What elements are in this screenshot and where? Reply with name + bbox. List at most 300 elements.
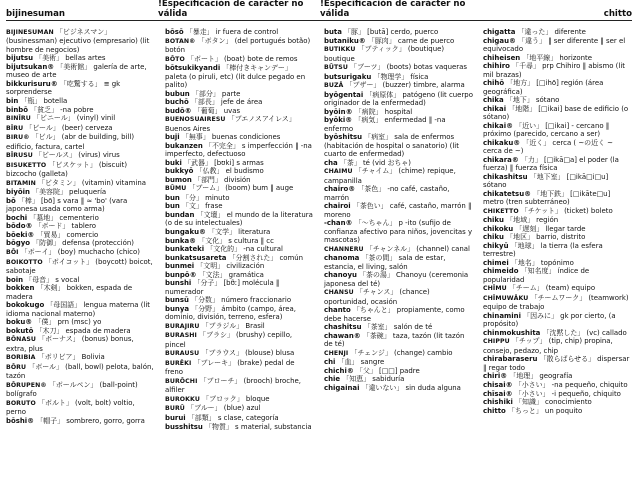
entry-definition: 「病院」 hospital (352, 107, 413, 116)
entry-headword: BURAJIRU (165, 322, 200, 330)
entry-headword: bunshi (165, 279, 192, 288)
dictionary-entry (165, 159, 314, 167)
entry-definition: 「貿易」 comercio (34, 230, 99, 239)
dictionary-entry (6, 63, 155, 80)
entry-headword: bun (165, 202, 180, 211)
entry-headword: busshitsu (165, 422, 203, 431)
entry-headword: -chan® (324, 219, 353, 228)
dictionary-entry (324, 254, 473, 271)
entry-headword: chihō (483, 79, 505, 88)
entry-definition: 「美術」 bellas artes (33, 54, 106, 63)
entry-headword: CHIPPU (483, 338, 510, 346)
dictionary-entry (6, 197, 155, 214)
entry-definition: 「地理」 geografía (507, 372, 573, 381)
dictionary-entry (165, 142, 314, 159)
entry-definition: 「部長」 jefe de área (188, 98, 263, 107)
dictionary-entry (324, 133, 473, 158)
entry-definition: 「文壇」 el mundo de la literatura (o de su intelectuales) (165, 211, 313, 228)
entry-headword: bijutsu (6, 54, 34, 63)
dictionary-entry (483, 139, 632, 156)
entry-headword: bunmei (165, 262, 195, 271)
entry-headword: butsurigaku (324, 72, 372, 81)
entry-definition: 「地区」 barrio, distrito (503, 233, 586, 242)
dictionary-entry (483, 337, 632, 355)
entry-headword: chikoku (483, 224, 514, 233)
entry-headword: biyōin (6, 188, 30, 197)
entry-definition: 「吃驚する」 ≡ gk sorprenderse (6, 80, 121, 97)
dictionary-entry (483, 216, 632, 224)
entry-definition: 「帽子」 sombrero, gorro, gorra (34, 416, 145, 425)
dictionary-entry (6, 151, 155, 160)
dictionary-entry (165, 279, 314, 296)
entry-headword: boku® (6, 318, 33, 327)
entry-headword: bōsō (165, 28, 184, 36)
entry-definition: 「ボールペン」 (ball-point) bolígrafo (6, 380, 138, 399)
dictionary-entry (6, 284, 155, 301)
dictionary-entry (483, 372, 632, 380)
dictionary-entry (483, 390, 632, 398)
dictionary-entry (324, 358, 473, 366)
column-1 (6, 28, 155, 431)
dictionary-entry (165, 349, 314, 358)
dictionary-entry (165, 107, 314, 115)
dictionary-entry (324, 349, 473, 358)
entry-headword: chigau® (483, 36, 516, 45)
entry-columns (6, 28, 632, 431)
entry-definition: 「茶の湯」 Chanoyu (ceremonia japonesa del té) (324, 271, 469, 288)
entry-headword: bunpō® (165, 270, 197, 279)
entry-headword: bukkyō (165, 167, 194, 176)
dictionary-entry (324, 116, 473, 133)
entry-headword: BUTIKKU (324, 46, 356, 54)
entry-definition: 「茶色い」 café, castaño, marrón ‖ moreno (324, 202, 472, 219)
entry-headword: buchō (165, 98, 189, 107)
dictionary-entry (324, 159, 473, 167)
dictionary-entry (6, 399, 155, 417)
entry-headword: chimeido (483, 267, 519, 276)
dictionary-entry (483, 105, 632, 122)
entry-headword: chi (324, 358, 336, 367)
entry-definition: 「棒付きキャンデー」 paleta (o piruli, etc) (lit dulce pegado en palito) (165, 64, 306, 89)
entry-definition: 「ビジネスマン」 (businessman) ejecutivo (empresario) (lit hombre de negocios) (6, 28, 150, 54)
entry-definition: 「ボーナス」 (bonus) bonus, extra, plus (6, 335, 134, 353)
dictionary-entry (324, 81, 473, 90)
entry-definition: 「～ちゃん」 p -ito (sufijo de confianza afectivo para niños, jovencitas y mascotas) (324, 219, 473, 245)
dictionary-entry (483, 398, 632, 406)
dictionary-entry (6, 239, 155, 247)
entry-definition: 「散らばらせる」 dispersar ‖ regar todo (483, 355, 630, 372)
dictionary-entry (324, 185, 473, 202)
entry-headword: chie (324, 375, 341, 384)
entry-headword: BUROKKU (165, 395, 200, 403)
entry-headword: chinamini (483, 311, 521, 320)
entry-headword: chikashitsu (483, 172, 528, 181)
dictionary-entry (324, 306, 473, 323)
entry-headword: buta (324, 28, 342, 36)
dictionary-entry (6, 363, 155, 381)
header-rule (6, 20, 632, 21)
entry-definition: 「チーム」 (team) equipo (506, 284, 596, 293)
entry-headword: bun (165, 193, 180, 202)
dictionary-entry (6, 301, 155, 318)
entry-headword: chihiro (483, 62, 510, 71)
entry-definition: 「ブエノスアイレス」 Buenos Aires (165, 115, 296, 133)
entry-definition: 「ボイコット」 (boycott) boicot, sabotaje (6, 257, 153, 276)
entry-definition: 「ブーム」 (boom) bum ‖ auge (186, 184, 294, 193)
entry-definition: 「ブラシ」 (brushy) cepillo, pincel (165, 331, 293, 349)
entry-definition: 「沈黙した」 (vc) callado (540, 328, 627, 337)
entry-headword: chika (483, 96, 504, 105)
entry-definition: 「知識」 conocimiento (512, 398, 592, 407)
entry-headword: BIJINESUMAN (6, 29, 54, 36)
dictionary-entry (165, 167, 314, 175)
entry-definition: 「茶色」 -no café, castaño, marrón (324, 185, 450, 202)
entry-headword: chikara® (483, 155, 519, 164)
entry-headword: bikkurisuru® (6, 80, 58, 88)
entry-definition: 「茶の間」 sala de estar, estancia, el living, salón (324, 254, 446, 271)
dictionary-entry (483, 122, 632, 139)
entry-definition: 「美容院」 peluquería (29, 188, 107, 197)
dictionary-entry (483, 267, 632, 284)
header-right-guide-word: chitto (603, 9, 632, 19)
dictionary-entry (6, 214, 155, 222)
dictionary-entry (165, 28, 314, 36)
entry-headword: BURASHI (165, 332, 197, 340)
entry-definition: 「茶」 té (vid おちゃ) (337, 158, 412, 167)
dictionary-entry (6, 258, 155, 276)
entry-headword: bōtsukikyandi (165, 64, 221, 73)
entry-headword: bubun (165, 89, 190, 98)
entry-headword: BŌTO (165, 55, 185, 63)
entry-definition: 「文明」 civilización (194, 262, 265, 271)
entry-headword: BŌRU (6, 363, 27, 371)
entry-definition: 「違いない」 sin duda alguna (359, 384, 461, 393)
entry-definition: 「ボード」 tablero (32, 222, 97, 231)
entry-definition: 「茶室」 salón de té (361, 323, 433, 332)
entry-headword: BŪTSU (324, 64, 348, 72)
entry-definition: 「木剣」 bokken, espada de madera (6, 284, 133, 301)
dictionary-entry (483, 225, 632, 233)
entry-headword: chiku (483, 216, 504, 225)
entry-definition: 「文化」 s cultura ‖ cc (196, 236, 274, 245)
entry-definition: 「ブラジル」 Brasil (199, 321, 265, 330)
entry-headword: chiri® (483, 372, 508, 381)
entry-headword: chanoyu (324, 271, 357, 280)
dictionary-entry (165, 228, 314, 236)
entry-definition: 「チームワーク」 (teamwork) equipo de trabajo (483, 293, 629, 312)
entry-definition: 「ブルー」 (blue) azul (184, 404, 261, 413)
entry-definition: 「茶碗」 taza, tazón (lit tazón de té) (324, 331, 465, 349)
entry-headword: bokokugo (6, 301, 45, 310)
entry-definition: 「文化的」 -na cultural (204, 245, 283, 254)
entry-definition: 「瓶」 botella (18, 97, 68, 105)
entry-definition: 「知恵」 sabiduría (340, 375, 405, 384)
entry-definition: 「暴走」 ir fuera de control (183, 28, 279, 36)
entry-definition: 「ブティック」 (boutique) boutique (324, 45, 445, 63)
dictionary-entry (483, 407, 632, 415)
entry-definition: 「ビタミン」 (vitamin) vitamina (35, 178, 146, 187)
entry-definition: 「豚」 [butā] cerdo, puerco (341, 28, 439, 36)
entry-definition: 「無事」 buenas condiciones (179, 133, 281, 142)
dictionary-entry (483, 28, 632, 36)
entry-definition: 「ビール」 (beer) cerveza (23, 123, 113, 132)
dictionary-entry (324, 37, 473, 45)
entry-definition: 「ブローチ」 (brooch) broche, alfiler (165, 376, 301, 395)
entry-headword: bokutō (6, 326, 34, 335)
dictionary-entry (483, 259, 632, 267)
entry-headword: chitto (483, 406, 506, 415)
dictionary-entry (324, 45, 473, 63)
entry-headword: BĪRU (6, 124, 24, 132)
dictionary-entry (165, 271, 314, 279)
dictionary-entry (324, 63, 473, 72)
entry-headword: byōgentai (324, 90, 364, 99)
entry-headword: bin (6, 97, 19, 105)
entry-definition: 「ちゃんと」 propiamente, como debe hacerse (324, 306, 465, 323)
header-warning-2: !Especificación de carácter no válida (320, 0, 466, 19)
entry-headword: BŌNASU (6, 336, 37, 344)
dictionary-entry (324, 375, 473, 383)
entry-definition: 「地球」 la tierra (la esfera terrestre) (483, 241, 603, 259)
dictionary-entry (6, 179, 155, 188)
entry-definition: 「葡萄」 uvas (191, 106, 241, 115)
entry-headword: butaniku® (324, 36, 366, 45)
dictionary-entry (6, 54, 155, 62)
entry-definition: 「ブロック」 bloque (199, 394, 270, 403)
entry-definition: 「分野」 ámbito (campo, área, dominio, división, terreno, esfera) (165, 304, 296, 322)
entry-definition: 「ちっと」 un poquito (505, 406, 583, 415)
entry-definition: 「物理学」 física (371, 72, 429, 81)
entry-definition: 「ボリビア」 Bolivia (35, 353, 105, 362)
entry-headword: binbō (6, 105, 29, 114)
dictionary-entry (324, 323, 473, 331)
entry-definition: 「地名」 topónimo (508, 258, 574, 267)
entry-definition: 「ブザー」 (buzzer) timbre, alarma (343, 81, 465, 90)
entry-headword: boin (6, 275, 24, 284)
entry-definition: 「地下」 sótano (503, 96, 560, 105)
entry-definition: 「美術館」 galería de arte, museo de arte (6, 63, 147, 80)
dictionary-entry (324, 288, 473, 306)
entry-definition: 「遅刻」 llegar tarde (513, 224, 586, 233)
dictionary-entry (6, 80, 155, 97)
entry-headword: chīsai® (483, 389, 513, 398)
entry-headword: bunka® (165, 236, 197, 245)
entry-headword: chigatta (483, 28, 516, 36)
entry-headword: bunsū (165, 296, 189, 305)
entry-headword: bungaku® (165, 228, 206, 237)
dictionary-entry (324, 245, 473, 254)
dictionary-entry (165, 423, 314, 431)
dictionary-entry (324, 219, 473, 244)
entry-headword: BŌRUPEN® (6, 381, 47, 389)
entry-headword: chikai® (483, 121, 514, 130)
dictionary-entry (483, 329, 632, 337)
entry-headword: bundan (165, 211, 195, 220)
dictionary-entry (6, 222, 155, 230)
entry-definition: 「防御」 defensa (protección) (30, 239, 134, 248)
entry-headword: chimei (483, 258, 509, 267)
dictionary-entry (165, 90, 314, 98)
dictionary-entry (6, 327, 155, 335)
entry-definition: 「血」 sangre (335, 358, 385, 367)
entry-headword: BĪRUSU (6, 152, 33, 160)
dictionary-entry (165, 305, 314, 322)
entry-headword: CHIKETTO (483, 207, 519, 215)
entry-definition: 「文」 frase (179, 202, 223, 211)
entry-headword: chairoi (324, 202, 351, 211)
entry-definition: 「ボタン」 (del portugués botão) botón (165, 36, 311, 54)
dictionary-entry (165, 176, 314, 184)
entry-definition: 「母音」 s vocal (23, 275, 80, 284)
dictionary-entry (165, 211, 314, 228)
entry-headword: CHĪMU (483, 285, 507, 293)
entry-headword: chichi® (324, 366, 354, 375)
dictionary-entry (165, 254, 314, 262)
entry-headword: bokken (6, 284, 35, 293)
entry-headword: CHENJI (324, 349, 349, 357)
dictionary-entry (165, 237, 314, 245)
dictionary-entry (6, 276, 155, 284)
entry-definition: 「ブレーキ」 (brake) pedal de freno (165, 358, 295, 377)
entry-definition: 「部門」 división (191, 175, 251, 184)
entry-definition: 「チャンス」 (chance) oportunidad, ocasión (324, 288, 430, 306)
entry-definition: 「ボート」 (boat) bote de remos (184, 54, 298, 63)
dictionary-entry (6, 248, 155, 257)
entry-headword: bukanzen (165, 141, 203, 150)
dictionary-entry (6, 188, 155, 196)
entry-headword: byōin® (324, 107, 353, 116)
column-4 (483, 28, 632, 431)
entry-definition: 「近い」 [□ikai] - cercano ‖ próximo (parecido, cercano a ser) (483, 121, 610, 139)
entry-headword: BOIKOTTO (6, 258, 43, 266)
dictionary-entry (483, 96, 632, 104)
entry-headword: chanoma (324, 254, 360, 263)
entry-definition: 「地下室」 [□ikā□i□u] sótano (483, 172, 609, 190)
entry-definition: 「小さい」 -i pequeño, chiquito (512, 389, 621, 398)
column-2 (165, 28, 314, 431)
dictionary-entry (483, 355, 632, 372)
entry-headword: chanto (324, 306, 351, 315)
dictionary-entry (483, 294, 632, 312)
entry-definition: 「ボーイ」 (boy) muchacho (chico) (18, 248, 140, 257)
entry-definition: 「分数」 número fraccionario (188, 296, 292, 305)
entry-headword: chigainai (324, 384, 360, 393)
entry-headword: bōshi® (6, 416, 35, 425)
entry-headword: bō (6, 196, 16, 205)
entry-definition: 「ブラウス」 (blouse) blusa (199, 349, 295, 358)
entry-definition: 「病室」 sala de enfermos (habitación de hospital o sanatorio) (lit cuarto de enfermedad) (324, 133, 459, 159)
entry-definition: 「チャンネル」 (channel) canal (363, 244, 470, 253)
dictionary-entry (483, 190, 632, 207)
dictionary-entry (483, 242, 632, 259)
dictionary-entry (165, 296, 314, 304)
entry-headword: chinmokushita (483, 328, 541, 337)
dictionary-entry (324, 384, 473, 392)
entry-definition: 「小さい」 -na pequeño, chiquito (512, 381, 628, 390)
dictionary-entry (483, 233, 632, 241)
entry-headword: BOTAN® (165, 37, 196, 45)
entry-definition: 「近く」 cerca ( ~の近く ~ cerca de ~) (483, 138, 613, 156)
dictionary-entry (165, 245, 314, 253)
entry-definition: 「分」 minuto (179, 193, 230, 202)
entry-headword: cha (324, 158, 338, 167)
entry-definition: 「母国語」 lengua materna (lit idioma nacional materno) (6, 301, 151, 318)
entry-headword: BORIBIA (6, 354, 36, 362)
entry-headword: chawan® (324, 331, 361, 340)
dictionary-entry (483, 62, 632, 79)
dictionary-entry (324, 73, 473, 81)
entry-headword: BISUKETTO (6, 161, 47, 169)
entry-headword: chirabaraseru (483, 355, 538, 364)
dictionary-entry (483, 312, 632, 329)
entry-definition: 「地域」 región (503, 216, 559, 225)
entry-headword: BŪMU (165, 185, 187, 193)
dictionary-entry (483, 284, 632, 293)
entry-headword: bumon (165, 175, 192, 184)
entry-definition: 「因みに」 gk por cierto, (a propósito) (483, 311, 616, 329)
entry-headword: BURŪ (165, 405, 185, 413)
entry-definition: 「部類」 s clase, categoría (185, 414, 279, 423)
entry-definition: 「知名度」 índice de popularidad (483, 267, 590, 284)
dictionary-entry (165, 377, 314, 395)
entry-headword: CHAIMU (324, 168, 353, 176)
entry-headword: chashitsu (324, 323, 362, 332)
dictionary-entry (483, 79, 632, 96)
dictionary-entry (324, 167, 473, 185)
dictionary-entry (165, 98, 314, 106)
entry-definition: 「武器」 [bʊki] s armas (181, 158, 264, 167)
entry-definition: 「千尋」 prp Chihiro ‖ abismo (lit mil brazas) (483, 62, 625, 79)
dictionary-entry (483, 54, 632, 62)
entry-headword: BUZĀ (324, 82, 344, 90)
entry-headword: byōki® (324, 116, 353, 125)
dictionary-entry (165, 331, 314, 349)
column-3 (324, 28, 473, 431)
entry-headword: BORUTO (6, 399, 36, 407)
entry-definition: 「ビル」 (abr de building, bill) edificio, factura, cartel (6, 133, 135, 151)
dictionary-entry (6, 28, 155, 54)
dictionary-entry (165, 133, 314, 141)
dictionary-entry (324, 108, 473, 116)
entry-headword: byōshitsu (324, 133, 363, 142)
entry-headword: BŌI (6, 249, 19, 257)
entry-definition: 「チケット」 (ticket) boleto (518, 206, 613, 215)
entry-definition: 「物質」 s material, substancia (202, 422, 312, 431)
dictionary-entry (483, 156, 632, 173)
entry-headword: buki (165, 158, 182, 167)
dictionary-entry (324, 332, 473, 349)
dictionary-entry (6, 114, 155, 123)
dictionary-entry (165, 395, 314, 404)
entry-definition: 「墓地」 cementerio (27, 213, 99, 222)
entry-definition: 「病原体」 patógeno (lit cuerpo originador de la enfermedad) (324, 90, 473, 108)
entry-definition: 「豚肉」 carne de puerco (365, 36, 455, 45)
entry-definition: 「地方」 [□ihō] región (área geográfica) (483, 79, 604, 96)
dictionary-entry (165, 404, 314, 413)
dictionary-entry (324, 28, 473, 36)
entry-headword: chishiki (483, 398, 513, 407)
entry-headword: CHANNERU (324, 245, 364, 253)
dictionary-entry (6, 381, 155, 399)
dictionary-entry (165, 414, 314, 422)
dictionary-entry (165, 64, 314, 89)
dictionary-entry (483, 381, 632, 389)
entry-definition: 「違う」 ‖ ser diferente ‖ ser el equivocado (483, 36, 626, 53)
entry-definition: 「木刀」 espada de madera (33, 326, 131, 335)
entry-definition: 「ボルト」 (volt, bolt) voltio, perno (6, 398, 135, 417)
entry-definition: 「ボール」 (ball, bowl) pelota, balón, tazón (6, 362, 154, 381)
header-left-guide-word: bijinesuman (6, 9, 66, 19)
